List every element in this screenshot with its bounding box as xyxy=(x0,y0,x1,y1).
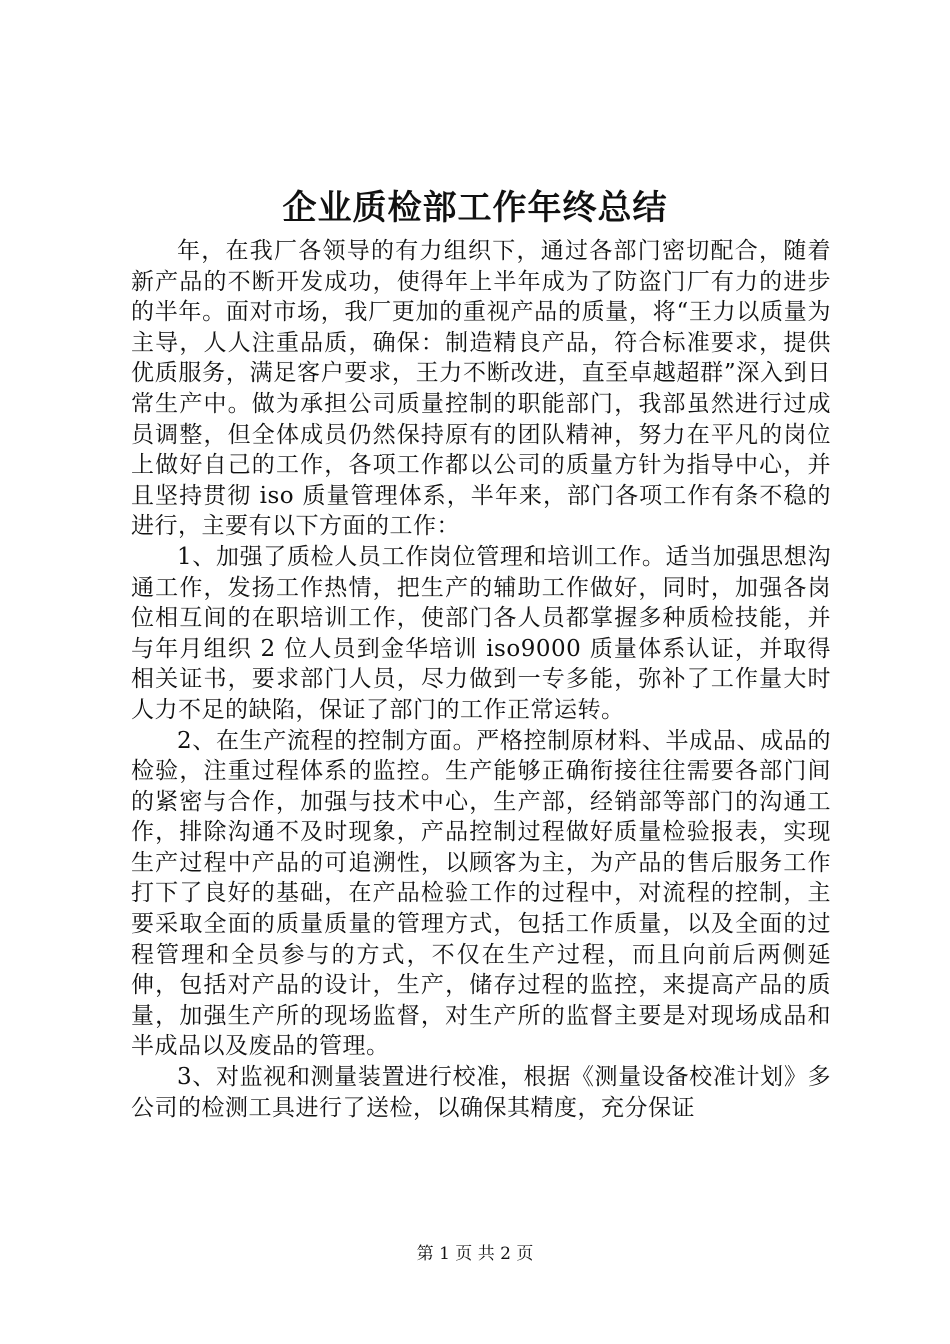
page-footer: 第 1 页 共 2 页 xyxy=(416,1244,534,1264)
paragraph-item-2: 2、在生产流程的控制方面。严格控制原材料、半成品、成品的检验，注重过程体系的监控。生产能够正确衔接往往需要各部门间的紧密与合作，加强与技术中心，生产部，经销部等部门的沟通工作，排除沟通不及时现象，产品控制过程做好质量检验报表，实现生产过程中产品的可追溯性，以顾客为主，为产品的售后服务工作打下了良好的基础，在产品检验工作的过程中，对流程的控制，主要采取全面的质量质量的管理方式，包括工作质量，以及全面的过程管理和全员参与的方式，不仅在生产过程，而且向前后两侧延伸，包括对产品的设计，生产，储存过程的监控，来提高产品的质量，加强生产所的现场监督，对生产所的监督主要是对现场成品和半成品以及废品的管理。 xyxy=(131,727,831,1060)
paragraph-intro: 年，在我厂各领导的有力组织下，通过各部门密切配合，随着新产品的不断开发成功，使得年上半年成为了防盗门厂有力的进步的半年。面对市场，我厂更加的重视产品的质量，将“王力以质量为主导，人人注重品质，确保：制造精良产品，符合标准要求，提供优质服务，满足客户要求，王力不断改进，直至卓越超群”深入到日常生产中。做为承担公司质量控制的职能部门，我部虽然进行过成员调整，但全体成员仍然保持原有的团队精神，努力在平凡的岗位上做好自己的工作，各项工作都以公司的质量方针为指导中心，并且坚持贯彻 iso 质量管理体系，半年来，部门各项工作有条不稳的进行，主要有以下方面的工作： xyxy=(131,238,831,540)
document-title: 企业质检部工作年终总结 xyxy=(282,188,668,228)
paragraph-item-1: 1、加强了质检人员工作岗位管理和培训工作。适当加强思想沟通工作，发扬工作热情，把生产的辅助工作做好，同时，加强各岗位相互间的在职培训工作，使部门各人员都掌握多种质检技能，并与年月组织 2 位人员到金华培训 iso9000 质量体系认证，并取得相关证书，要求部门人员，尽力做到一专多能，弥补了工作量大时人力不足的缺陷，保证了部门的工作正常运转。 xyxy=(131,543,831,723)
document-body xyxy=(131,236,831,1123)
paragraph-item-3: 3、对监视和测量装置进行校准，根据《测量设备校准计划》多公司的检测工具进行了送检，以确保其精度，充分保证 xyxy=(131,1064,831,1121)
